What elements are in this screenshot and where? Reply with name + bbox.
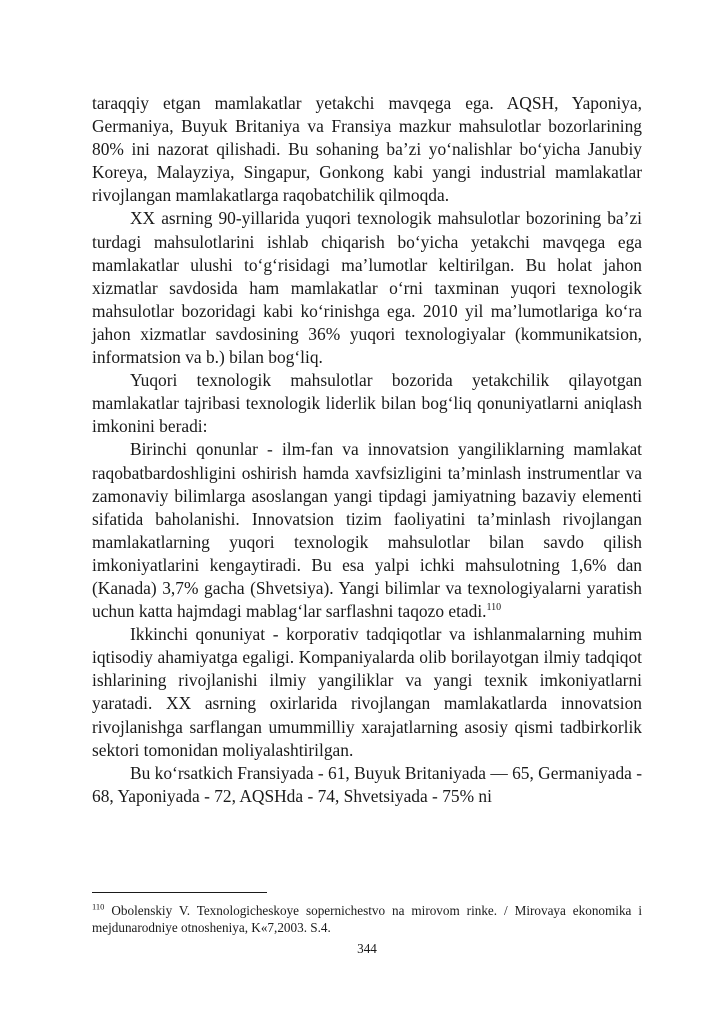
paragraph-6: Bu ko‘rsatkich Fransiyada - 61, Buyuk Britaniyada — 65, Germaniyada - 68, Yaponiyada - 72, AQSHda - 74, Shvetsiyada - 75% ni [92, 762, 642, 806]
footnote-reference: 110 [486, 602, 502, 614]
paragraph-1: taraqqiy etgan mamlakatlar yetakchi mavqega ega. AQSH, Yaponiya, Germaniya, Buyuk Britaniya va Fransiya mazkur mahsulotlar bozorlarining 80% ini nazorat qilishadi. Bu sohaning ba’zi yo‘nalishlar bo‘yicha Janubiy Koreya, Malayziya, Singapur, Gonkong kabi yangi industrial mamlakatlar rivojlangan mamlakatlarga raqobatchilik qilmoqda. [92, 93, 642, 206]
paragraph-4-text: Birinchi qonunlar - ilm-fan va innovatsion yangiliklarning mamlakat raqobatbardoshligini oshirish hamda xavfsizligini ta’minlash instrumentlar va zamonaviy bilimlarga asoslangan yangi tipdagi jamiyatning bazaviy elementi sifatida baholanishi. Innovatsion tizim faoliyatini ta’minlash rivojlangan mamlakatlarning yuqori texnologik mahsulotlar bilan savdo qilish imkoniyatlarini kengaytiradi. Bu esa yalpi ichki mahsulotning 1,6% dan (Kanada) 3,7% gacha (Shvetsiya). Yangi bilimlar va texnologiyalarni yaratish uchun katta hajmdagi mablag‘lar sarflashni taqozo etadi. [92, 439, 642, 622]
paragraph-5: Ikkinchi qonuniyat - korporativ tadqiqotlar va ishlanmalarning muhim iqtisodiy ahamiyatga egaligi. Kompaniyalarda olib borilayotgan ilmiy tadqiqot ishlarining rivojlanishi ilmiy yangiliklar va yangi texnik imkoniyatlarni yaratadi. XX asrning oxirlarida rivojlangan mamlakatlarda innovatsion rivojlanishga sarflangan umummilliy xarajatlarning asosiy qismi tadbirkorlik sektori tomonidan moliyalashtirilgan. [92, 624, 642, 760]
paragraph-2: XX asrning 90-yillarida yuqori texnologik mahsulotlar bozorining ba’zi turdagi mahsulotlarini ishlab chiqarish bo‘yicha yetakchi mavqega ega mamlakatlar ulushi to‘g‘risidagi ma’lumotlar keltirilgan. Bu holat jahon xizmatlar savdosida ham mamlakatlar o‘rni taxminan yuqori texnologik mahsulotlar bozoridagi kabi ko‘rinishga ega. 2010 yil ma’lumotlariga ko‘ra jahon xizmatlar savdosining 36% yuqori texnologiyalar (kommunikatsion, informatsion va b.) bilan bog‘liq. [92, 208, 642, 368]
document-body [92, 92, 642, 808]
footnote-divider [92, 892, 267, 893]
paragraph-3: Yuqori texnologik mahsulotlar bozorida yetakchilik qilayotgan mamlakatlar tajribasi texnologik liderlik bilan bog‘liq qonuniyatlarni aniqlash imkonini beradi: [92, 370, 642, 437]
paragraph-4 [92, 438, 642, 623]
footnote-number: 110 [92, 901, 105, 912]
footnote-text: Obolenskiy V. Texnologicheskoye sopernichestvo na mirovom rinke. / Mirovaya ekonomika i mejdunarodniye otnosheniya, K«7,2003. S.4. [92, 903, 642, 935]
page-number: 344 [357, 941, 377, 956]
footnote [92, 902, 642, 936]
